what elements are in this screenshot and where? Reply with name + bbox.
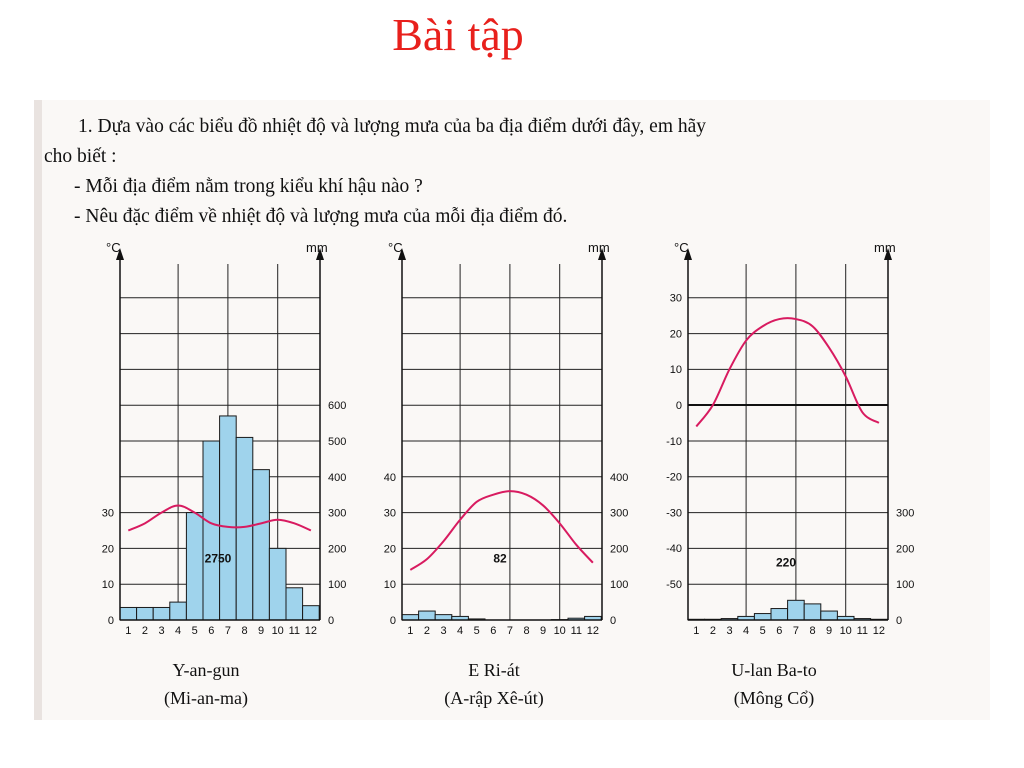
rainfall-bar xyxy=(269,548,286,620)
scan-edge xyxy=(34,100,42,720)
month-label: 5 xyxy=(473,625,480,636)
exercise-line-4: - Nêu đặc điểm về nhiệt độ và lượng mưa của mỗi địa điểm đó. xyxy=(74,206,568,227)
rain-tick-label: 0 xyxy=(328,615,335,627)
rain-tick-label: 200 xyxy=(610,543,628,556)
temp-tick-label: -20 xyxy=(666,471,682,484)
temp-tick-label: 0 xyxy=(389,615,396,627)
month-label: 8 xyxy=(523,625,530,636)
exercise-line-1: 1. Dựa vào các biểu đồ nhiệt độ và lượng mưa của ba địa điểm dưới đây, em hãy xyxy=(78,116,707,137)
month-label: 2 xyxy=(423,625,430,636)
rainfall-bar xyxy=(303,606,320,620)
rainfall-bar xyxy=(771,609,788,620)
rainfall-bar xyxy=(153,607,170,620)
month-label: 1 xyxy=(407,625,414,636)
temp-tick-label: -10 xyxy=(666,435,682,448)
month-label: 11 xyxy=(856,625,869,636)
total-rainfall-label: 220 xyxy=(775,555,797,570)
climate-chart-ulaanbaatar xyxy=(664,236,914,636)
month-label: 7 xyxy=(506,625,513,636)
month-label: 1 xyxy=(693,625,700,636)
rainfall-bar xyxy=(170,602,187,620)
month-label: 8 xyxy=(809,625,816,636)
month-label: 10 xyxy=(553,625,566,636)
month-label: 4 xyxy=(175,625,182,636)
month-label: 12 xyxy=(872,625,886,636)
station-name: Y-an-gun xyxy=(172,660,240,680)
country-name: (Mông Cổ) xyxy=(733,688,815,708)
rain-tick-label: 100 xyxy=(896,579,914,592)
rainfall-bar xyxy=(402,615,419,620)
rain-tick-label: 400 xyxy=(610,471,628,484)
rainfall-bar xyxy=(203,441,220,620)
total-rainfall-label: 82 xyxy=(493,551,507,566)
temp-tick-label: 30 xyxy=(669,292,682,305)
temp-tick-label: -50 xyxy=(666,579,682,591)
temperature-line xyxy=(696,318,879,426)
month-label: 10 xyxy=(271,625,284,636)
caption-riyadh xyxy=(384,656,604,712)
rain-tick-label: 200 xyxy=(896,543,914,556)
month-label: 4 xyxy=(457,625,464,636)
rainfall-bar xyxy=(137,607,154,620)
rainfall-bar xyxy=(253,470,270,620)
temp-tick-label: 40 xyxy=(383,471,396,484)
exercise-line-3: - Mỗi địa điểm nằm trong kiểu khí hậu nào ? xyxy=(74,176,423,197)
rain-tick-label: 300 xyxy=(610,507,628,520)
rainfall-bar xyxy=(286,588,303,620)
rain-tick-label: 300 xyxy=(328,507,346,520)
rain-unit-label: mm xyxy=(306,240,328,255)
month-label: 8 xyxy=(241,625,248,636)
month-label: 9 xyxy=(826,625,833,636)
caption-ulaanbaatar xyxy=(664,656,884,712)
country-name: (Mi-an-ma) xyxy=(164,688,248,708)
temp-tick-label: 20 xyxy=(383,543,396,556)
temp-tick-label: 10 xyxy=(669,364,682,377)
temp-tick-label: 0 xyxy=(107,615,114,627)
rainfall-bar xyxy=(186,513,203,620)
temp-tick-label: 10 xyxy=(101,579,114,592)
rain-tick-label: 100 xyxy=(328,579,346,592)
temp-tick-label: 20 xyxy=(669,328,682,341)
rain-tick-label: 400 xyxy=(328,471,346,484)
rain-tick-label: 0 xyxy=(896,615,903,627)
temp-tick-label: 0 xyxy=(675,400,682,412)
rainfall-bar xyxy=(220,416,237,620)
rain-unit-label: mm xyxy=(588,240,610,255)
month-label: 11 xyxy=(288,625,301,636)
rain-tick-label: 100 xyxy=(610,579,628,592)
rainfall-bar xyxy=(435,615,452,620)
exercise-text xyxy=(44,112,984,232)
month-label: 2 xyxy=(141,625,148,636)
month-label: 9 xyxy=(258,625,265,636)
month-label: 5 xyxy=(759,625,766,636)
rainfall-bar xyxy=(788,600,805,620)
rain-tick-label: 0 xyxy=(610,615,617,627)
rainfall-bar xyxy=(120,607,137,620)
month-label: 6 xyxy=(776,625,783,636)
station-name: E Ri-át xyxy=(468,660,520,680)
rainfall-bar xyxy=(804,604,821,620)
temp-tick-label: -30 xyxy=(666,507,682,520)
rainfall-bar xyxy=(754,614,771,620)
month-label: 6 xyxy=(490,625,497,636)
caption-yangon xyxy=(96,656,316,712)
month-label: 3 xyxy=(440,625,447,636)
rain-tick-label: 500 xyxy=(328,436,346,448)
rain-tick-label: 200 xyxy=(328,543,346,556)
month-label: 3 xyxy=(158,625,165,636)
month-label: 10 xyxy=(839,625,852,636)
temp-tick-label: 10 xyxy=(383,579,396,592)
month-label: 4 xyxy=(743,625,750,636)
temp-unit-label: °C xyxy=(106,240,121,255)
slide-title: Bài tập xyxy=(392,9,524,60)
month-label: 7 xyxy=(224,625,231,636)
rain-tick-label: 300 xyxy=(896,507,914,520)
temp-unit-label: °C xyxy=(674,240,689,255)
month-label: 12 xyxy=(586,625,600,636)
rainfall-bar xyxy=(419,611,436,620)
month-label: 1 xyxy=(125,625,132,636)
climate-chart-riyadh xyxy=(378,236,628,636)
rain-tick-label: 600 xyxy=(328,400,346,413)
total-rainfall-label: 2750 xyxy=(204,551,232,566)
rainfall-bar xyxy=(236,437,253,620)
month-label: 3 xyxy=(726,625,733,636)
month-label: 7 xyxy=(792,625,799,636)
month-label: 5 xyxy=(191,625,198,636)
climate-chart-yangon xyxy=(96,236,346,636)
rain-unit-label: mm xyxy=(874,240,896,255)
exercise-line-2: cho biết : xyxy=(44,146,117,167)
station-name: U-lan Ba-to xyxy=(731,660,817,680)
rainfall-bar xyxy=(821,611,838,620)
temp-tick-label: 30 xyxy=(383,507,396,520)
month-label: 9 xyxy=(540,625,547,636)
month-label: 6 xyxy=(208,625,215,636)
temp-tick-label: 30 xyxy=(101,507,114,520)
month-label: 11 xyxy=(570,625,583,636)
month-label: 12 xyxy=(304,625,318,636)
temp-tick-label: -40 xyxy=(666,543,682,556)
temp-unit-label: °C xyxy=(388,240,403,255)
month-label: 2 xyxy=(709,625,716,636)
temp-tick-label: 20 xyxy=(101,543,114,556)
country-name: (A-rập Xê-út) xyxy=(444,688,544,708)
